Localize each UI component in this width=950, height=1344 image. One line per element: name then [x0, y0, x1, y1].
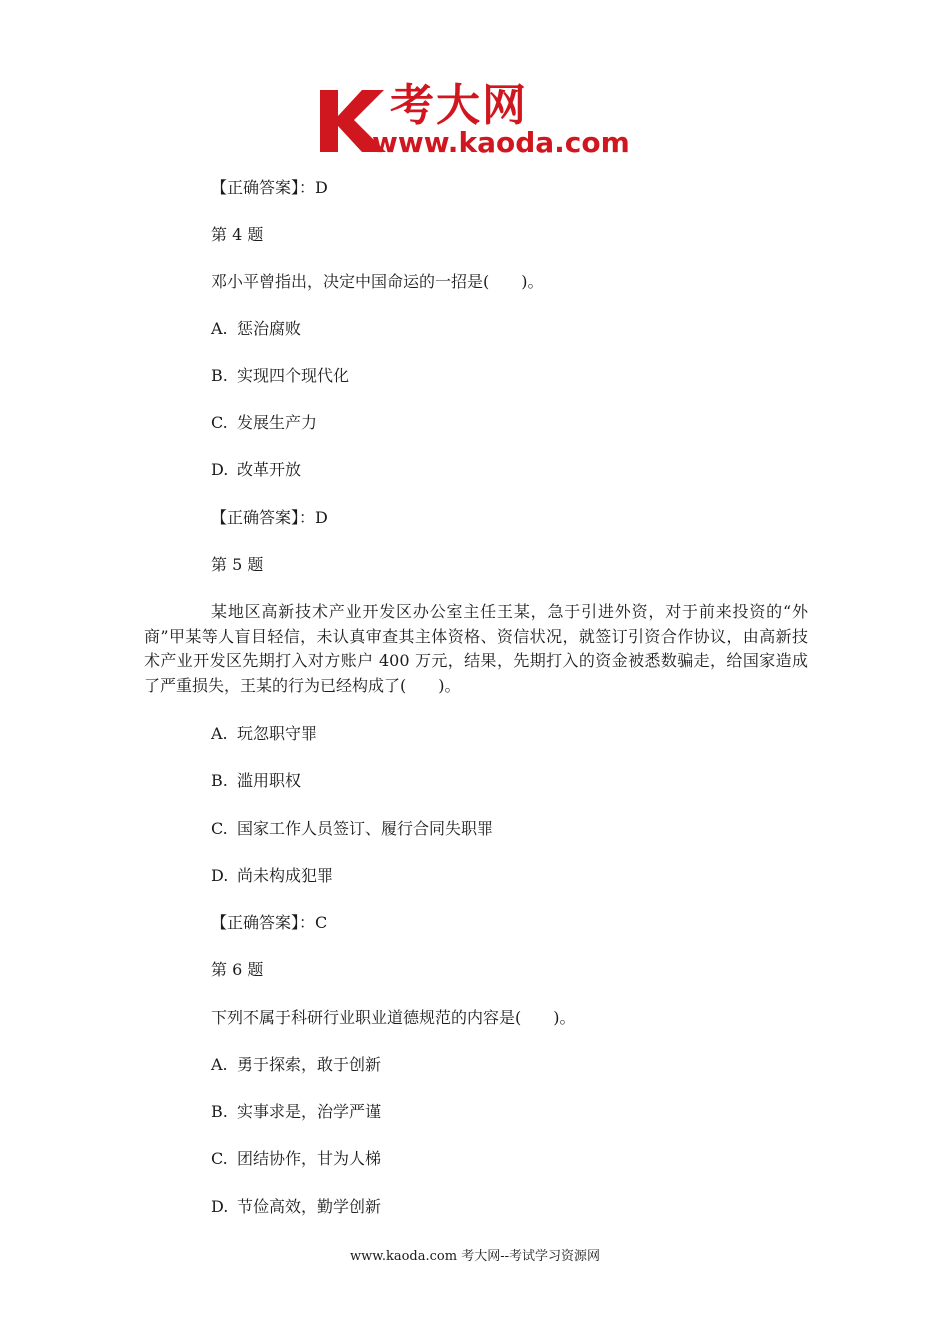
- option-text: 国家工作人员签订、履行合同失职罪: [237, 819, 494, 838]
- kaoda-logo: [318, 80, 638, 162]
- option-text: 实事求是，治学严谨: [237, 1102, 382, 1121]
- option-text: 实现四个现代化: [237, 366, 350, 385]
- option-text: 勇于探索，敢于创新: [237, 1055, 382, 1074]
- q6-title: 第 6 题: [211, 960, 264, 979]
- option-text: 玩忽职守罪: [237, 724, 318, 743]
- option-letter: B.: [211, 366, 228, 385]
- previous-answer: 【正确答案】：D: [211, 178, 328, 197]
- q5-option-a: [211, 724, 317, 744]
- logo-url: www.kaoda.com: [372, 126, 630, 159]
- q6-option-a: [211, 1055, 381, 1075]
- q6-option-c: [211, 1149, 381, 1169]
- option-letter: B.: [211, 1102, 228, 1121]
- option-letter: D.: [211, 1197, 229, 1216]
- q5-title: 第 5 题: [211, 555, 264, 574]
- option-text: 滥用职权: [237, 771, 302, 790]
- option-text: 尚未构成犯罪: [237, 866, 334, 885]
- option-text: 团结协作，甘为人梯: [237, 1149, 382, 1168]
- option-text: 节俭高效，勤学创新: [237, 1197, 382, 1216]
- q5-option-d: [211, 866, 333, 886]
- q4-option-c: [211, 413, 317, 433]
- q6-option-d: [211, 1197, 381, 1217]
- q5-answer: 【正确答案】：C: [211, 913, 328, 932]
- q6-option-b: [211, 1102, 381, 1122]
- q4-answer: 【正确答案】：D: [211, 508, 328, 527]
- q4-option-d: [211, 460, 301, 480]
- q4-title: 第 4 题: [211, 225, 264, 244]
- option-letter: A.: [211, 724, 228, 743]
- option-text: 改革开放: [237, 460, 302, 479]
- page-footer: www.kaoda.com 考大网--考试学习资源网: [350, 1249, 600, 1264]
- option-letter: D.: [211, 460, 229, 479]
- option-text: 发展生产力: [237, 413, 318, 432]
- q4-option-b: [211, 366, 349, 386]
- q4-stem: 邓小平曾指出，决定中国命运的一招是( )。: [211, 272, 544, 291]
- q6-stem: 下列不属于科研行业职业道德规范的内容是( )。: [211, 1008, 576, 1027]
- option-letter: A.: [211, 1055, 228, 1074]
- logo-chinese-name: 考大网: [390, 80, 528, 131]
- q5-option-b: [211, 771, 301, 791]
- option-letter: D.: [211, 866, 229, 885]
- q4-option-a: [211, 319, 301, 339]
- option-letter: C.: [211, 413, 228, 432]
- q5-stem: 某地区高新技术产业开发区办公室主任王某，急于引进外资，对于前来投资的“外商”甲某等人盲目轻信，未认真审查其主体资格、资信状况，就签订引资合作协议，由高新技术产业开发区先期打入对方账户 400 万元，结果，先期打入的资金被悉数骗走，给国家造成了严重损失，王某的行为已经构成了( )。: [144, 602, 808, 695]
- option-letter: C.: [211, 819, 228, 838]
- q5-option-c: [211, 819, 493, 839]
- option-text: 惩治腐败: [237, 319, 302, 338]
- option-letter: B.: [211, 771, 228, 790]
- option-letter: A.: [211, 319, 228, 338]
- option-letter: C.: [211, 1149, 228, 1168]
